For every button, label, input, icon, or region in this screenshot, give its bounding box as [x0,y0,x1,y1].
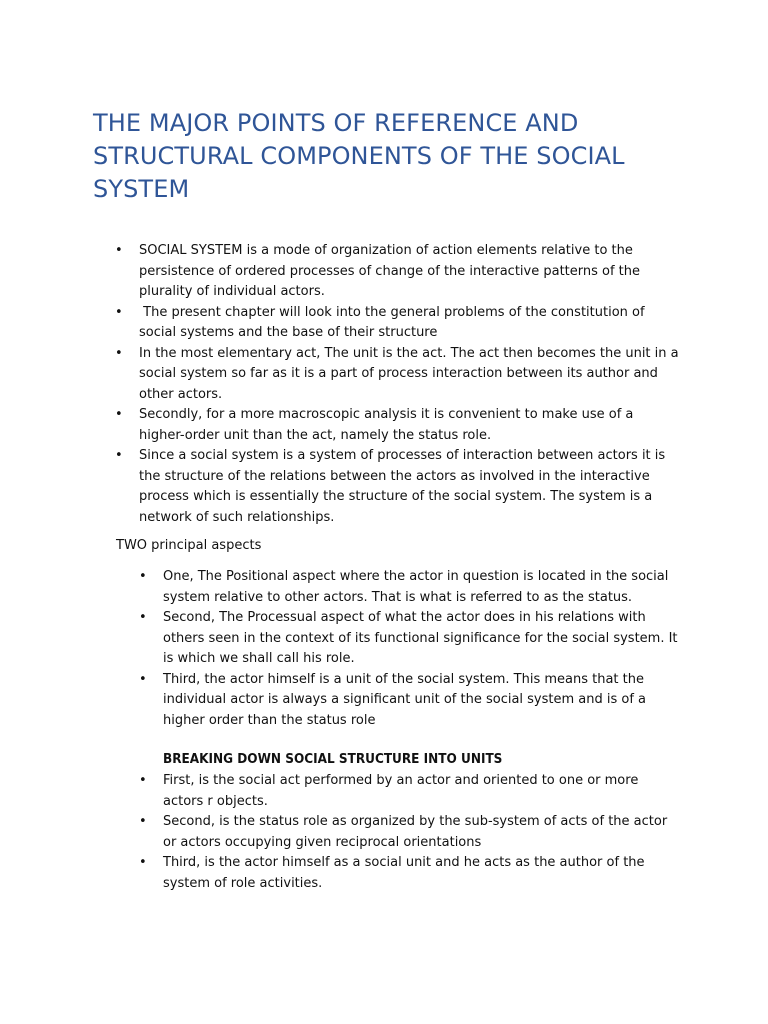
list-item [115,303,679,344]
list-item-text: Third, is the actor himself as a social unit and he acts as the author of the system of role activities. [163,855,645,891]
bullet-icon: • [115,345,123,361]
list-item-text: Secondly, for a more macroscopic analysis it is convenient to make use of a higher-order unit than the act, namely the status role. [139,407,634,443]
intro-points-list [115,241,679,528]
list-item [139,608,678,670]
bullet-icon: • [139,569,147,584]
list-item [139,853,678,894]
bullet-icon: • [115,407,123,422]
aspects-heading: TWO principal aspects [116,538,262,553]
units-heading: BREAKING DOWN SOCIAL STRUCTURE INTO UNITS [163,752,503,767]
list-item [139,670,678,732]
bullet-icon: • [139,671,147,687]
bullet-icon: • [139,610,147,625]
list-item [139,812,678,853]
list-item-text: Second, is the status role as organized by the sub-system of acts of the actor or actors occupying given reciprocal orientations [163,814,668,850]
bullet-icon: • [139,814,147,829]
list-item-text: Since a social system is a system of processes of interaction between actors it is the structure of the relations between the actors as involved in the interactive process which is essentially the structure of the social system. The system is a network of such relationships. [139,448,666,525]
bullet-icon: • [139,855,147,870]
bullet-icon: • [115,243,123,258]
list-item-text: Second, The Processual aspect of what the actor does in his relations with others seen in the context of its functional significance for the social system. It is which we shall call his role. [163,610,678,666]
list-item [115,241,679,303]
list-item-text: One, The Positional aspect where the actor in question is located in the social system relative to other actors. That is what is referred to as the status. [163,569,669,605]
bullet-icon: • [115,304,123,320]
bullet-icon: • [115,448,123,463]
list-item [139,771,678,812]
list-item-text: Third, the actor himself is a unit of the social system. This means that the individual actor is always a significant unit of the social system and is of a higher order than the status role [163,671,647,728]
units-list [139,771,678,894]
aspects-list [139,567,678,731]
list-item-text: The present chapter will look into the general problems of the constitution of social systems and the base of their structure [139,304,649,340]
list-item-text: In the most elementary act, The unit is the act. The act then becomes the unit in a social system so far as it is a part of process interaction between its author and other actors. [139,345,679,402]
list-item [115,446,679,528]
list-item-text: SOCIAL SYSTEM is a mode of organization of action elements relative to the persistence of ordered processes of change of the interactive patterns of the plurality of individual actors. [139,243,641,299]
document-title: THE MAJOR POINTS OF REFERENCE AND STRUCTURAL COMPONENTS OF THE SOCIAL SYSTEM [93,109,625,203]
list-item [115,344,679,406]
list-item [115,405,679,446]
list-item [139,567,678,608]
list-item-text: First, is the social act performed by an actor and oriented to one or more actors r objects. [163,773,639,809]
bullet-icon: • [139,773,147,788]
